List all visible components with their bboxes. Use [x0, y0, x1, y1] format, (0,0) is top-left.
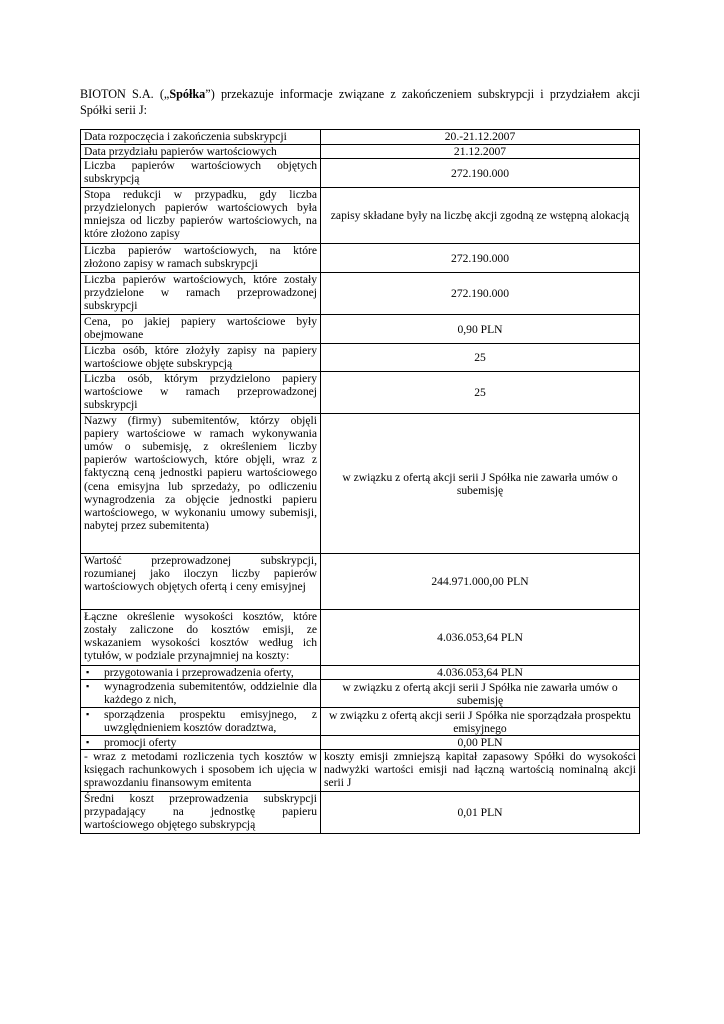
row-value: w związku z ofertą akcji serii J Spółka nie zawarła umów o subemisję [321, 414, 640, 554]
row-label: Data przydziału papierów wartościowych [81, 145, 321, 159]
row-value: 20.-21.12.2007 [321, 130, 640, 145]
row-value: 25 [321, 344, 640, 372]
row-label: Liczba papierów wartościowych objętych subskrypcją [81, 159, 321, 188]
row-value: 272.190.000 [321, 273, 640, 315]
accounting-method-value: koszty emisji zmniejszą kapitał zapasowy Spółki do wysokości nadwyżki wartości emisji nad łączną wartością nominalną akcji serii J [321, 750, 640, 792]
bullet-icon: ▪ [86, 737, 90, 748]
table-row [81, 130, 640, 145]
cost-item-label [81, 666, 321, 680]
cost-item-text: wynagrodzenia subemitentów, oddzielnie dla każdego z nich, [104, 680, 317, 707]
table-row [81, 315, 640, 344]
bullet-icon: ▪ [86, 709, 90, 720]
row-value: 272.190.000 [321, 244, 640, 273]
row-value: 0,90 PLN [321, 315, 640, 344]
table-row [81, 188, 640, 244]
bullet-icon: ▪ [86, 681, 90, 692]
row-label: Łączne określenie wysokości kosztów, które zostały zaliczone do kosztów emisji, ze wskazaniem wysokości kosztów według ich tytułów, w podziale przynajmniej na koszty: [81, 610, 321, 666]
intro-text-end: ”) przekazuje informacje związane z zakończeniem subskrypcji i przydziałem akcji Spółki serii J: [80, 87, 640, 117]
bullet-icon: ▪ [86, 667, 90, 678]
row-value: 272.190.000 [321, 159, 640, 188]
table-row [81, 414, 640, 554]
cost-item-text: sporządzenia prospektu emisyjnego, z uwzględnieniem kosztów doradztwa, [104, 708, 317, 735]
cost-item-text: promocji oferty [104, 736, 177, 750]
cost-item-value: w związku z ofertą akcji serii J Spółka nie sporządzała prospektu emisyjnego [321, 708, 640, 736]
table-row [81, 736, 640, 750]
row-label: Cena, po jakiej papiery wartościowe były obejmowane [81, 315, 321, 344]
row-value: 4.036.053,64 PLN [321, 610, 640, 666]
row-label: Liczba papierów wartościowych, na które złożono zapisy w ramach subskrypcji [81, 244, 321, 273]
cost-item-text: przygotowania i przeprowadzenia oferty, [104, 666, 294, 680]
row-value: zapisy składane były na liczbę akcji zgodną ze wstępną alokacją [321, 188, 640, 244]
table-row [81, 344, 640, 372]
table-row [81, 273, 640, 315]
intro-paragraph [80, 86, 640, 118]
table-row [81, 680, 640, 708]
table-row [81, 145, 640, 159]
table-row [81, 159, 640, 188]
row-label: Wartość przeprowadzonej subskrypcji, rozumianej jako iloczyn liczby papierów wartościowych objętych ofertą i ceny emisyjnej [81, 554, 321, 610]
cost-item-label [81, 736, 321, 750]
row-label: Stopa redukcji w przypadku, gdy liczba przydzielonych papierów wartościowych była mniejsza od liczby papierów wartościowych, na które złożono zapisy [81, 188, 321, 244]
intro-text-start: BIOTON S.A. („ [80, 87, 170, 101]
table-row [81, 666, 640, 680]
cost-item-value: 4.036.053,64 PLN [321, 666, 640, 680]
row-label: Liczba papierów wartościowych, które zostały przydzielone w ramach przeprowadzonej subskrypcji [81, 273, 321, 315]
table-row [81, 554, 640, 610]
table-row [81, 750, 640, 792]
table-row [81, 610, 640, 666]
table-row [81, 244, 640, 273]
row-value: 244.971.000,00 PLN [321, 554, 640, 610]
row-value: 21.12.2007 [321, 145, 640, 159]
table-row [81, 372, 640, 414]
subscription-table [80, 129, 640, 834]
average-cost-label: Średni koszt przeprowadzenia subskrypcji przypadający na jednostkę papieru wartościowego objętego subskrypcją [81, 792, 321, 834]
average-cost-value: 0,01 PLN [321, 792, 640, 834]
cost-item-label [81, 680, 321, 708]
row-label: Nazwy (firmy) subemitentów, którzy objęli papiery wartościowe w ramach wykonywania umów o subemisję, z określeniem liczby papierów wartościowych, które objęli, wraz z faktyczną ceną jednostki papieru wartościowego (cena emisyjna lub sprzedaży, po odliczeniu wynagrodzenia za objęcie jednostki papieru wartościowego, w wykonaniu umowy subemisji, nabytej przez subemitenta) [81, 414, 321, 554]
row-label: Liczba osób, które złożyły zapisy na papiery wartościowe objęte subskrypcją [81, 344, 321, 372]
intro-company-name: Spółka [169, 87, 206, 101]
table-row [81, 708, 640, 736]
row-label: Liczba osób, którym przydzielono papiery wartościowe w ramach przeprowadzonej subskrypcji [81, 372, 321, 414]
cost-item-value: w związku z ofertą akcji serii J Spółka nie zawarła umów o subemisję [321, 680, 640, 708]
cost-item-label [81, 708, 321, 736]
cost-item-value: 0,00 PLN [321, 736, 640, 750]
table-row [81, 792, 640, 834]
row-label: Data rozpoczęcia i zakończenia subskrypcji [81, 130, 321, 145]
row-value: 25 [321, 372, 640, 414]
accounting-method-label: - wraz z metodami rozliczenia tych kosztów w księgach rachunkowych i sposobem ich ujęcia w sprawozdaniu finansowym emitenta [81, 750, 321, 792]
